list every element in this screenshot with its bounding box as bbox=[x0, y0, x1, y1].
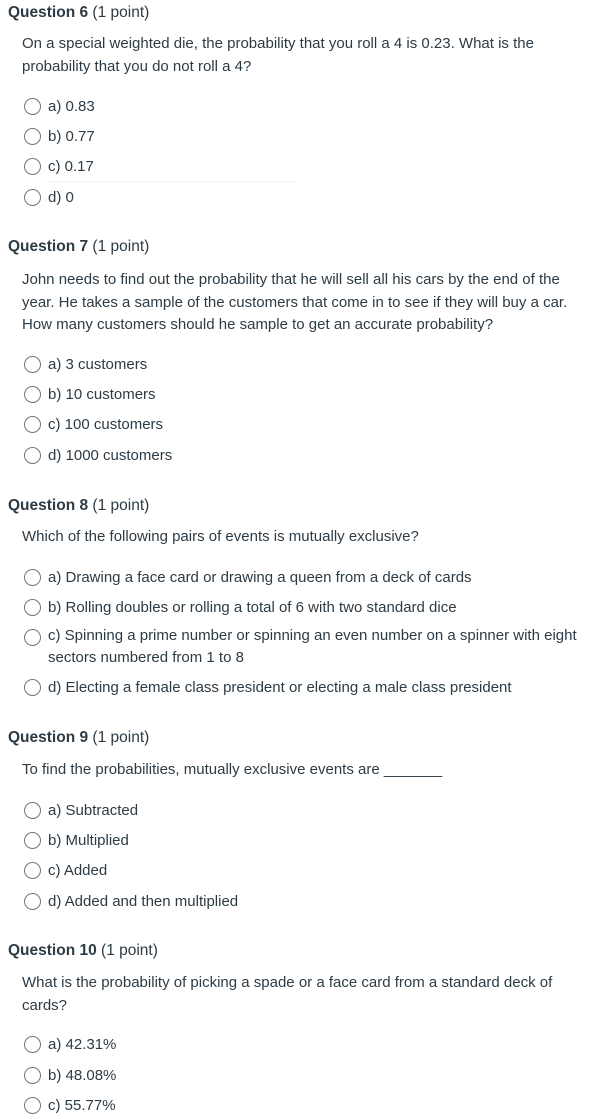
option-label: c) Spinning a prime number or spinning an even number on a spinner with eight sectors numbered from 1 to 8 bbox=[48, 627, 577, 666]
question-title: Question 6 bbox=[8, 4, 89, 21]
answer-option-d[interactable] bbox=[24, 187, 599, 211]
radio-button[interactable] bbox=[24, 386, 41, 403]
option-label: d) Electing a female class president or electing a male class president bbox=[48, 679, 512, 696]
answer-option-d[interactable] bbox=[24, 445, 599, 469]
question-header bbox=[8, 729, 149, 747]
radio-button[interactable] bbox=[24, 832, 41, 849]
answer-option-a[interactable] bbox=[24, 800, 599, 824]
option-label: a) 3 customers bbox=[48, 356, 148, 373]
option-label: d) Added and then multiplied bbox=[48, 893, 239, 910]
option-label: c) Added bbox=[48, 862, 108, 879]
option-label: b) Rolling doubles or rolling a total of 6 with two standard dice bbox=[48, 599, 457, 616]
radio-button[interactable] bbox=[24, 98, 41, 115]
question-6 bbox=[0, 4, 605, 219]
radio-button[interactable] bbox=[24, 356, 41, 373]
question-points: (1 point) bbox=[92, 729, 150, 746]
option-label: c) 0.17 bbox=[48, 158, 94, 175]
option-label: d) 1000 customers bbox=[48, 447, 173, 464]
radio-button[interactable] bbox=[24, 802, 41, 819]
answer-option-a[interactable] bbox=[24, 96, 599, 120]
question-header bbox=[8, 497, 149, 515]
option-label: c) 55.77% bbox=[48, 1097, 116, 1114]
radio-button[interactable] bbox=[24, 862, 41, 879]
answer-option-c[interactable] bbox=[24, 156, 599, 180]
answer-option-b[interactable] bbox=[24, 597, 599, 621]
question-9 bbox=[0, 729, 605, 924]
option-label: a) 42.31% bbox=[48, 1036, 117, 1053]
question-title: Question 7 bbox=[8, 238, 89, 255]
answer-option-d[interactable] bbox=[24, 677, 599, 701]
option-label: b) 10 customers bbox=[48, 386, 156, 403]
question-title: Question 10 bbox=[8, 942, 97, 959]
question-prompt: John needs to find out the probability that he will sell all his cars by the end of the year. He takes a sample of the customers that come in to see if they will buy a car. How many customers should he sample to get an accurate probability? bbox=[22, 271, 568, 333]
option-label: d) 0 bbox=[48, 189, 74, 206]
divider bbox=[48, 181, 298, 182]
answer-option-c[interactable] bbox=[24, 860, 599, 884]
question-7 bbox=[0, 238, 605, 473]
question-10 bbox=[0, 942, 605, 1115]
radio-button[interactable] bbox=[24, 158, 41, 175]
radio-button[interactable] bbox=[24, 1067, 41, 1084]
question-header bbox=[8, 4, 149, 22]
answer-option-b[interactable] bbox=[24, 830, 599, 854]
radio-button[interactable] bbox=[24, 1097, 41, 1114]
option-label: c) 100 customers bbox=[48, 416, 164, 433]
answer-option-c[interactable] bbox=[24, 625, 599, 671]
answer-option-a[interactable] bbox=[24, 1034, 599, 1058]
question-prompt: Which of the following pairs of events is mutually exclusive? bbox=[22, 528, 419, 545]
question-points: (1 point) bbox=[92, 4, 150, 21]
radio-button[interactable] bbox=[24, 569, 41, 586]
question-points: (1 point) bbox=[101, 942, 158, 959]
question-header bbox=[8, 238, 149, 256]
answer-option-b[interactable] bbox=[24, 1065, 599, 1089]
question-points: (1 point) bbox=[92, 497, 150, 514]
question-prompt: To find the probabilities, mutually exclusive events are _______ bbox=[22, 761, 443, 778]
question-header bbox=[8, 942, 158, 960]
radio-button[interactable] bbox=[24, 189, 41, 206]
radio-button[interactable] bbox=[24, 599, 41, 616]
option-label: b) Multiplied bbox=[48, 832, 129, 849]
question-points: (1 point) bbox=[92, 238, 150, 255]
radio-button[interactable] bbox=[24, 416, 41, 433]
option-label: a) 0.83 bbox=[48, 98, 95, 115]
answer-option-c[interactable] bbox=[24, 1095, 599, 1119]
option-label: b) 48.08% bbox=[48, 1067, 117, 1084]
answer-option-a[interactable] bbox=[24, 354, 599, 378]
answer-option-a[interactable] bbox=[24, 567, 599, 591]
question-title: Question 9 bbox=[8, 729, 89, 746]
radio-button[interactable] bbox=[24, 128, 41, 145]
answer-option-c[interactable] bbox=[24, 414, 599, 438]
option-label: a) Subtracted bbox=[48, 802, 139, 819]
answer-option-d[interactable] bbox=[24, 891, 599, 915]
option-label: b) 0.77 bbox=[48, 128, 95, 145]
question-8 bbox=[0, 497, 605, 707]
radio-button[interactable] bbox=[24, 679, 41, 696]
question-prompt: What is the probability of picking a spade or a face card from a standard deck of cards? bbox=[22, 974, 553, 1014]
radio-button[interactable] bbox=[24, 893, 41, 910]
radio-button[interactable] bbox=[24, 1036, 41, 1053]
answer-option-b[interactable] bbox=[24, 126, 599, 150]
answer-option-b[interactable] bbox=[24, 384, 599, 408]
question-title: Question 8 bbox=[8, 497, 89, 514]
option-label: a) Drawing a face card or drawing a queen from a deck of cards bbox=[48, 569, 472, 586]
question-prompt: On a special weighted die, the probability that you roll a 4 is 0.23. What is the probability that you do not roll a 4? bbox=[22, 35, 534, 75]
radio-button[interactable] bbox=[24, 447, 41, 464]
radio-button[interactable] bbox=[24, 629, 41, 646]
